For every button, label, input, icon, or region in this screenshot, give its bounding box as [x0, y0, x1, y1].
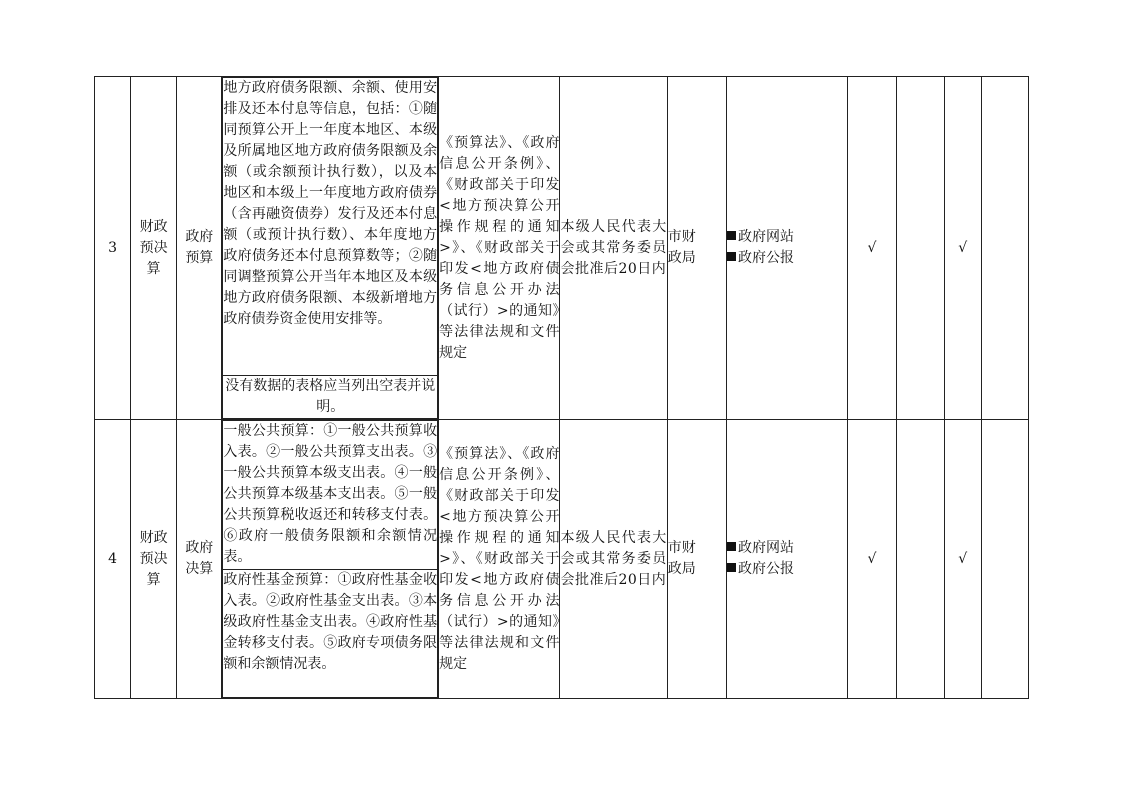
table-row	[95, 420, 1029, 699]
disclosure-table	[94, 76, 1029, 699]
checkbox-filled-icon	[727, 563, 736, 572]
check-b: √	[944, 420, 981, 699]
channel-label: 政府公报	[737, 561, 794, 577]
subcategory-line: 预算	[185, 250, 214, 266]
channel-item	[727, 248, 847, 269]
content-main: 地方政府债务限额、余额、使用安排及还本付息等信息，包括：①随同预算公开上一年度本地区、本级及所属地区地方政府债务限额及余额（或余额预计执行数），以及本地区和本级上一年度地方政府债券（含再融资债券）发行及还本付息额（或预计执行数）、本年度地方政府债务还本付息预算数等；②随同调整预算公开当年本地区及本级地方政府债务限额、本级新增地方政府债券资金使用安排等。	[223, 78, 438, 376]
category-cell	[131, 77, 177, 420]
channel-label: 政府网站	[737, 540, 794, 556]
empty-cell	[896, 77, 944, 420]
category-line: 预决	[139, 239, 168, 256]
check-a: √	[848, 420, 896, 699]
subcategory-cell	[177, 420, 222, 699]
subcategory-cell	[177, 77, 222, 420]
empty-cell	[896, 420, 944, 699]
check-a: √	[848, 77, 896, 420]
row-number: 3	[95, 77, 131, 420]
empty-cell	[981, 420, 1028, 699]
dept-line: 政局	[667, 561, 696, 577]
category-line: 算	[146, 260, 161, 277]
dept-line: 政局	[667, 250, 696, 266]
category-line: 财政	[139, 529, 168, 546]
content-main: 一般公共预算：①一般公共预算收入表。②一般公共预算支出表。③一般公共预算本级支出表。④一般公共预算本级基本支出表。⑤一般公共预算税收返还和转移支付表。⑥政府一般债务限额和余额情况表。	[223, 421, 438, 570]
category-line: 算	[146, 571, 161, 588]
content-note: 没有数据的表格应当列出空表并说明。	[223, 376, 438, 419]
dept-cell	[667, 77, 726, 420]
content-cell	[222, 420, 439, 699]
checkbox-filled-icon	[727, 252, 736, 261]
subcategory-line: 决算	[185, 561, 214, 577]
timing-cell: 本级人民代表大会或其常务委员会批准后20日内	[560, 77, 667, 420]
timing-cell: 本级人民代表大会或其常务委员会批准后20日内	[560, 420, 667, 699]
category-line: 预决	[139, 550, 168, 567]
dept-line: 市财	[667, 540, 696, 556]
subcategory-line: 政府	[185, 229, 214, 245]
checkbox-filled-icon	[727, 231, 736, 240]
row-number: 4	[95, 420, 131, 699]
table-row	[95, 77, 1029, 420]
category-line: 财政	[139, 218, 168, 235]
basis-cell: 《预算法》、《政府信息公开条例》、《财政部关于印发<地方预决算公开操作规程的通知>》、《财政部关于印发<地方政府债务信息公开办法（试行）>的通知》等法律法规和文件规定	[439, 77, 560, 420]
empty-cell	[981, 77, 1028, 420]
checkbox-filled-icon	[727, 542, 736, 551]
content-note: 政府性基金预算：①政府性基金收入表。②政府性基金支出表。③本级政府性基金支出表。④政府性基金转移支付表。⑤政府专项债务限额和余额情况表。	[223, 570, 438, 698]
channels-cell	[726, 420, 847, 699]
basis-cell: 《预算法》、《政府信息公开条例》、《财政部关于印发<地方预决算公开操作规程的通知>》、《财政部关于印发<地方政府债务信息公开办法（试行）>的通知》等法律法规和文件规定	[439, 420, 560, 699]
channel-item	[727, 538, 847, 559]
dept-line: 市财	[667, 229, 696, 245]
check-b: √	[944, 77, 981, 420]
dept-cell	[667, 420, 726, 699]
content-cell	[222, 77, 439, 420]
channels-cell	[726, 77, 847, 420]
category-cell	[131, 420, 177, 699]
channel-label: 政府网站	[737, 229, 794, 245]
channel-item	[727, 559, 847, 580]
subcategory-line: 政府	[185, 540, 214, 556]
channel-item	[727, 227, 847, 248]
channel-label: 政府公报	[737, 250, 794, 266]
